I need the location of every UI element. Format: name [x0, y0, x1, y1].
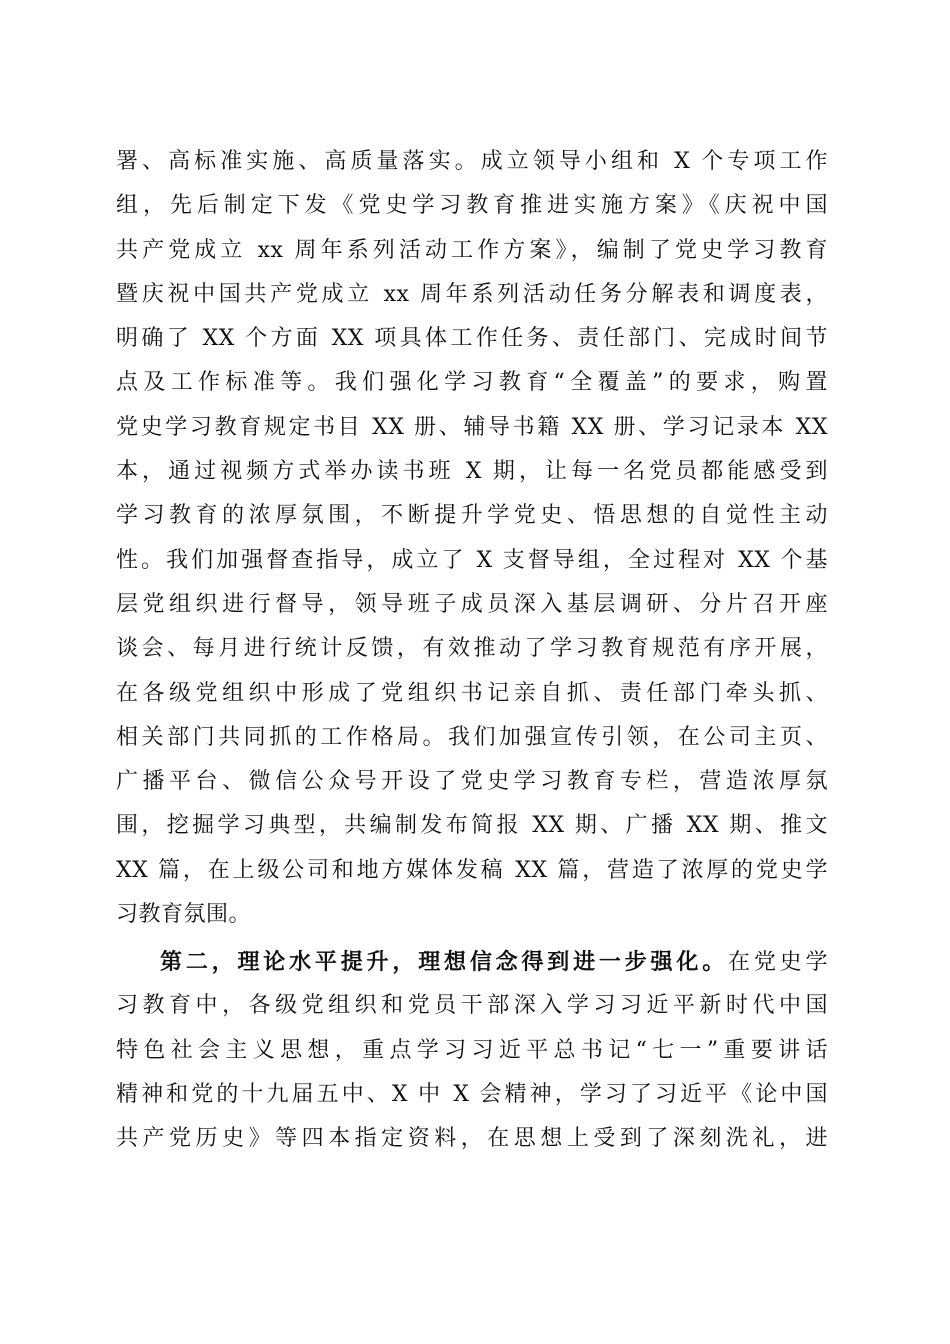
text-line: 层党组织进行督导，领导班子成员深入基层调研、分片召开座	[116, 591, 828, 617]
paragraph-first-line	[116, 940, 828, 984]
text-line: 署、高标准实施、高质量落实。成立领导小组和 X 个专项工作	[116, 149, 828, 174]
text-line: 性。我们加强督查指导，成立了 X 支督导组，全过程对 XX 个基	[116, 547, 828, 573]
text-line: 特色社会主义思想，重点学习习近平总书记“七一”重要讲话	[116, 1037, 828, 1063]
text-line: 习教育氛围。	[116, 902, 252, 928]
text-line: 党史学习教育规定书目 XX 册、辅导书籍 XX 册、学习记录本 XX	[116, 414, 828, 440]
text-line: 相关部门共同抓的工作格局。我们加强宣传引领，在公司主页、	[116, 724, 828, 750]
text-line: 精神和党的十九届五中、X 中 X 会精神，学习了习近平《论中国	[116, 1081, 828, 1107]
text-line: XX 篇，在上级公司和地方媒体发稿 XX 篇，营造了浓厚的党史学	[116, 857, 828, 883]
text-line: 组，先后制定下发《党史学习教育推进实施方案》《庆祝中国	[116, 193, 828, 219]
text-line: 围，挖掘学习典型，共编制发布简报 XX 期、广播 XX 期、推文	[116, 813, 828, 839]
text-line: 谈会、每月进行统计反馈，有效推动了学习教育规范有序开展，	[116, 636, 828, 662]
section-heading: 第二，理论水平提升，理想信念得到进一步强化。	[160, 949, 729, 975]
text-fragment: 在党史学	[728, 950, 828, 975]
text-line: 学习教育的浓厚氛围，不断提升学党史、悟思想的自觉性主动	[116, 503, 828, 529]
text-line: 在各级党组织中形成了党组织书记亲自抓、责任部门牵头抓、	[116, 680, 828, 706]
text-line: 点及工作标准等。我们强化学习教育“全覆盖”的要求，购置	[116, 370, 828, 396]
text-line: 暨庆祝中国共产党成立 xx 周年系列活动任务分解表和调度表，	[116, 281, 828, 307]
paragraph-organization-work	[116, 140, 828, 937]
paragraph-theory-level	[116, 940, 828, 1161]
text-line: 广播平台、微信公众号开设了党史学习教育专栏，营造浓厚氛	[116, 769, 828, 795]
text-line: 习教育中，各级党组织和党员干部深入学习习近平新时代中国	[116, 993, 828, 1019]
text-line: 本，通过视频方式举办读书班 X 期，让每一名党员都能感受到	[116, 459, 828, 485]
text-line: 共产党成立 xx 周年系列活动工作方案》，编制了党史学习教育	[116, 237, 828, 263]
text-line: 共产党历史》等四本指定资料，在思想上受到了深刻洗礼，进	[116, 1126, 828, 1152]
text-line: 明确了 XX 个方面 XX 项具体工作任务、责任部门、完成时间节	[116, 326, 828, 352]
